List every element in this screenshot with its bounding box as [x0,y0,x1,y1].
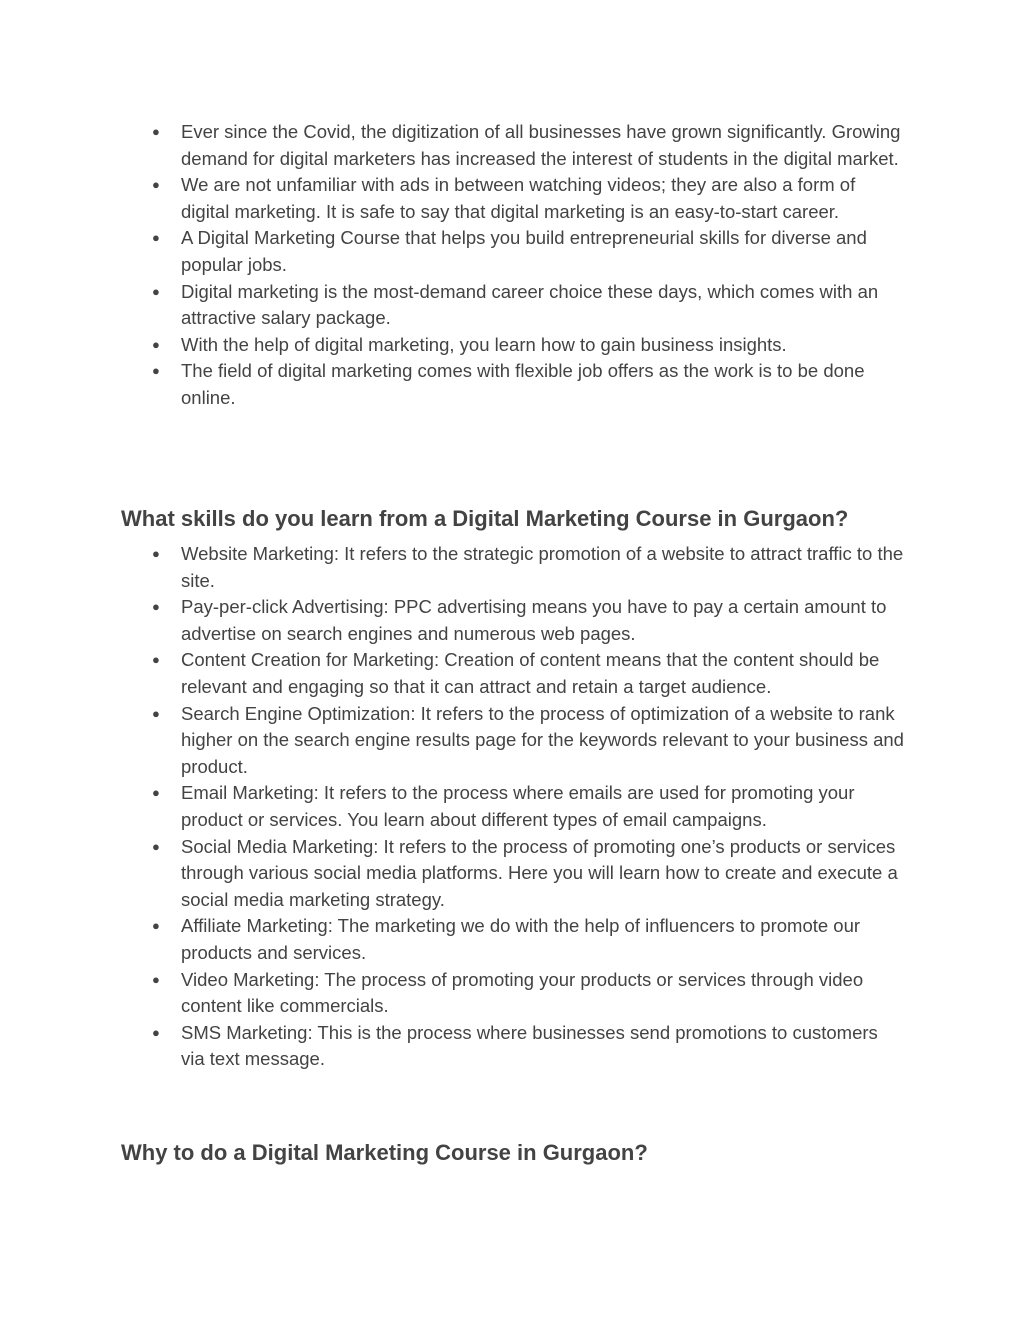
list-item-text: Ever since the Covid, the digitization of all businesses have grown significantly. Growing demand for digital marketers has increased the interest of students in the digital market. [181,121,901,169]
skills-bullet-list [0,541,1024,1073]
bullet-icon: ● [152,336,160,352]
bullet-icon: ● [152,546,160,561]
list-item [0,119,1024,172]
list-item-text: Website Marketing: It refers to the strategic promotion of a website to attract traffic to the site. [181,543,904,591]
list-item [0,913,1024,966]
list-item [0,647,1024,700]
bullet-icon: ● [152,283,160,299]
bullet-icon: ● [152,918,160,934]
list-item-text: With the help of digital marketing, you learn how to gain business insights. [181,333,787,355]
list-item-text: Social Media Marketing: It refers to the process of promoting one’s products or services through various social media platforms. Here you will learn how to create and execute a social media marketing strategy. [181,835,898,910]
bullet-icon: ● [152,785,160,801]
intro-bullet-list [0,119,1024,412]
list-item [0,332,1024,359]
list-item-text: Search Engine Optimization: It refers to the process of optimization of a website to rank higher on the search engine results page for the keywords relevant to your business and product. [181,702,904,777]
bullet-icon: ● [152,363,160,379]
list-item [0,594,1024,647]
bullet-icon: ● [152,838,160,854]
bullet-icon: ● [152,230,160,246]
list-item [0,358,1024,411]
list-item-text: A Digital Marketing Course that helps you build entrepreneurial skills for diverse and popular jobs. [181,227,867,275]
list-item [0,279,1024,332]
why-section-heading: Why to do a Digital Marketing Course in Gurgaon? [121,1140,648,1165]
list-item [0,172,1024,225]
list-item-text: Video Marketing: The process of promoting your products or services through video content like commercials. [181,968,864,1017]
list-item-text: The field of digital marketing comes with flexible job offers as the work is to be done online. [181,360,865,408]
list-item [0,225,1024,278]
bullet-icon: ● [152,177,160,193]
list-item [0,967,1024,1020]
bullet-icon: ● [152,599,160,615]
bullet-icon: ● [152,705,160,721]
list-item-text: Content Creation for Marketing: Creation of content means that the content should be relevant and engaging so that it can attract and retain a target audience. [181,649,880,697]
skills-section-heading: What skills do you learn from a Digital Marketing Course in Gurgaon? [121,506,849,531]
bullet-icon: ● [152,971,160,987]
list-item [0,541,1024,594]
list-item [0,780,1024,833]
list-item-text: Pay-per-click Advertising: PPC advertising means you have to pay a certain amount to advertise on search engines and numerous web pages. [181,596,887,644]
list-item-text: Affiliate Marketing: The marketing we do with the help of influencers to promote our products and services. [181,915,861,963]
list-item-text: SMS Marketing: This is the process where businesses send promotions to customers via text message. [181,1021,878,1070]
list-item-text: We are not unfamiliar with ads in between watching videos; they are also a form of digital marketing. It is safe to say that digital marketing is an easy-to-start career. [181,174,856,222]
list-item [0,834,1024,914]
bullet-icon: ● [152,124,160,139]
list-item [0,701,1024,781]
bullet-icon: ● [152,652,160,668]
bullet-icon: ● [152,1024,160,1040]
list-item-text: Email Marketing: It refers to the process where emails are used for promoting your product or services. You learn about different types of email campaigns. [181,782,855,830]
list-item-text: Digital marketing is the most-demand career choice these days, which comes with an attractive salary package. [181,280,879,329]
list-item [0,1020,1024,1073]
